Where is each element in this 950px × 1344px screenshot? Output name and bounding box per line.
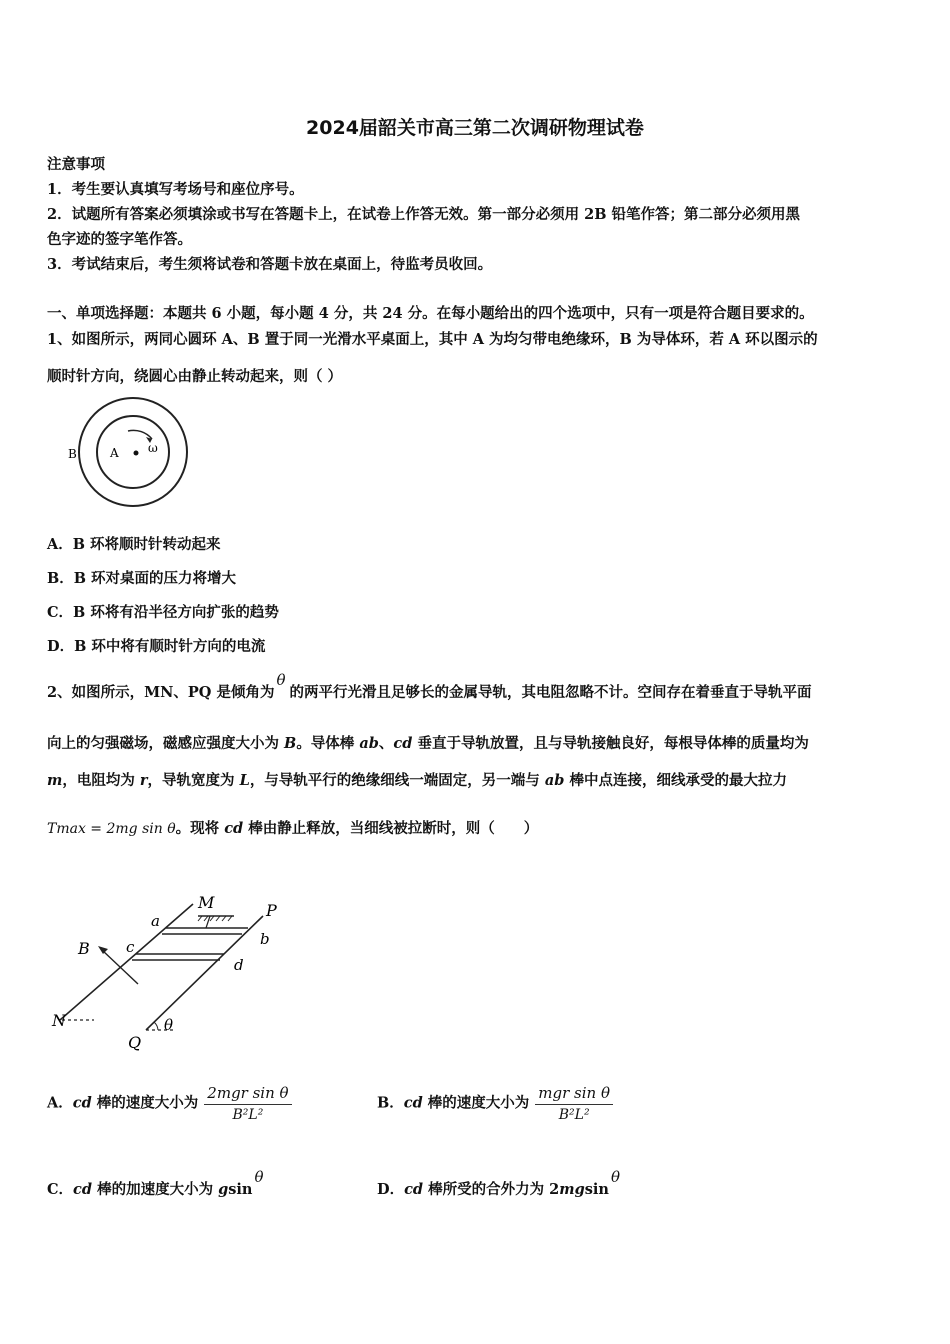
- option-text: 棒的速度大小为: [91, 1094, 199, 1112]
- q2-option-c: [47, 1168, 268, 1199]
- q2-stem-line3: [47, 769, 787, 790]
- label-a: A: [110, 446, 119, 460]
- q2-text: ，导轨宽度为: [147, 772, 240, 789]
- q2-option-a: [47, 1084, 292, 1123]
- angle-arc: [154, 1022, 158, 1030]
- rail-pq: [146, 916, 263, 1030]
- option-prefix: A．: [47, 1094, 73, 1112]
- var-cd: cd: [73, 1181, 93, 1198]
- q2-stem-line4: [47, 817, 538, 838]
- theta-symbol: θ: [276, 671, 286, 689]
- q2-text: 。现将: [175, 820, 225, 837]
- q2-option-d: [377, 1168, 624, 1199]
- var-r: r: [139, 772, 148, 789]
- label-d: d: [234, 956, 244, 974]
- b-arrow-head-icon: [98, 946, 108, 954]
- option-prefix: D．: [377, 1181, 405, 1198]
- var-cd: cd: [224, 820, 244, 837]
- option-prefix: B．: [377, 1094, 404, 1112]
- label-m: M: [198, 893, 215, 912]
- label-p: P: [266, 901, 277, 920]
- label-omega: ω: [148, 441, 158, 455]
- label-c: c: [126, 938, 135, 956]
- theta-symbol: θ: [254, 1168, 264, 1186]
- fraction-numerator: mgr sin θ: [535, 1084, 613, 1105]
- q1-stem-line2: 顺时针方向，绕圆心由静止转动起来，则（ ）: [47, 368, 343, 385]
- notice-heading: 注意事项: [47, 156, 105, 173]
- q2-text: 向上的匀强磁场，磁感应强度大小为: [47, 735, 285, 752]
- q2-option-b: [377, 1084, 613, 1123]
- option-text: 棒的速度大小为: [422, 1094, 530, 1112]
- q2-text: 、: [378, 735, 394, 752]
- q1-option-d: D．B 环中将有顺时针方向的电流: [47, 638, 266, 655]
- fraction-b: [535, 1084, 613, 1123]
- option-text: 棒所受的合外力为 2: [423, 1181, 560, 1198]
- notice-item-2-cont: 色字迹的签字笔作答。: [47, 231, 192, 248]
- q2-figure-rails: [48, 888, 298, 1058]
- q2-text: 垂直于导轨放置，且与导轨接触良好，每根导体棒的质量均为: [412, 735, 809, 752]
- q1-option-c: C．B 环将有沿半径方向扩张的趋势: [47, 604, 279, 621]
- var-l: L: [239, 772, 250, 789]
- var-cd: cd: [72, 1094, 92, 1112]
- q1-figure-rings: [60, 395, 200, 510]
- var-ab: ab: [359, 735, 379, 752]
- fraction-numerator: 2mgr sin θ: [204, 1084, 291, 1105]
- label-theta: θ: [164, 1016, 174, 1034]
- var-b: B: [284, 735, 297, 752]
- fraction-denominator: B²L²: [232, 1107, 264, 1123]
- var-cd: cd: [404, 1181, 424, 1198]
- notice-item-1: 1．考生要认真填写考场号和座位序号。: [47, 181, 304, 198]
- sin-text: sin: [228, 1181, 253, 1198]
- q2-text: 的两平行光滑且足够长的金属导轨，其电阻忽略不计。空间存在着垂直于导轨平面: [289, 684, 812, 701]
- var-cd: cd: [403, 1094, 423, 1112]
- q2-stem-line1: [47, 671, 812, 702]
- q2-text: 棒中点连接，细线承受的最大拉力: [564, 772, 787, 789]
- q2-text: 。导体棒: [296, 735, 360, 752]
- section-heading: 一、单项选择题：本题共 6 小题，每小题 4 分，共 24 分。在每小题给出的四个选项中，只有一项是符合题目要求的。: [47, 305, 814, 322]
- page-title: 2024届韶关市高三第二次调研物理试卷: [306, 117, 644, 139]
- rotation-arrow-icon: [128, 430, 152, 439]
- notice-item-3: 3．考试结束后，考生须将试卷和答题卡放在桌面上，待监考员收回。: [47, 256, 493, 273]
- fraction-a: [204, 1084, 291, 1123]
- label-b: b: [260, 930, 270, 948]
- label-q: Q: [128, 1033, 142, 1052]
- q1-option-b: B．B 环对桌面的压力将增大: [47, 570, 237, 587]
- fraction-denominator: B²L²: [558, 1107, 590, 1123]
- option-prefix: C．: [47, 1181, 74, 1198]
- q1-stem-line1: 1、如图所示，两同心圆环 A、B 置于同一光滑水平桌面上，其中 A 为均匀带电绝缘环，B 为导体环，若 A 环以图示的: [47, 331, 818, 348]
- label-n: N: [52, 1011, 66, 1030]
- ring-a: [97, 416, 169, 488]
- sin-text: sin: [584, 1181, 609, 1198]
- ring-center: [134, 451, 139, 456]
- ring-b: [79, 398, 187, 506]
- q2-text: 棒由静止释放，当细线被拉断时，则（ ）: [243, 820, 539, 837]
- var-cd: cd: [393, 735, 413, 752]
- option-text: 棒的加速度大小为: [92, 1181, 219, 1198]
- label-a: a: [151, 912, 160, 930]
- q2-text: 2、如图所示，MN、PQ 是倾角为: [47, 684, 275, 701]
- q2-text: ，与导轨平行的绝缘细线一端固定，另一端与: [249, 772, 545, 789]
- notice-item-2: 2．试题所有答案必须填涂或书写在答题卡上，在试卷上作答无效。第一部分必须用 2B 铅笔作答；第二部分必须用黑: [47, 206, 801, 223]
- var-m: m: [47, 772, 63, 789]
- var-g: g: [218, 1181, 229, 1198]
- tmax-formula: Tmax = 2mg sin θ: [47, 821, 176, 837]
- q2-stem-line2: [47, 732, 809, 753]
- var-mg: mg: [559, 1181, 585, 1198]
- q1-option-a: A．B 环将顺时针转动起来: [47, 536, 221, 553]
- var-ab: ab: [544, 772, 565, 789]
- label-b: B: [68, 447, 77, 461]
- label-field-b: B: [78, 939, 90, 958]
- q2-text: ，电阻均为: [62, 772, 140, 789]
- theta-symbol: θ: [610, 1168, 620, 1186]
